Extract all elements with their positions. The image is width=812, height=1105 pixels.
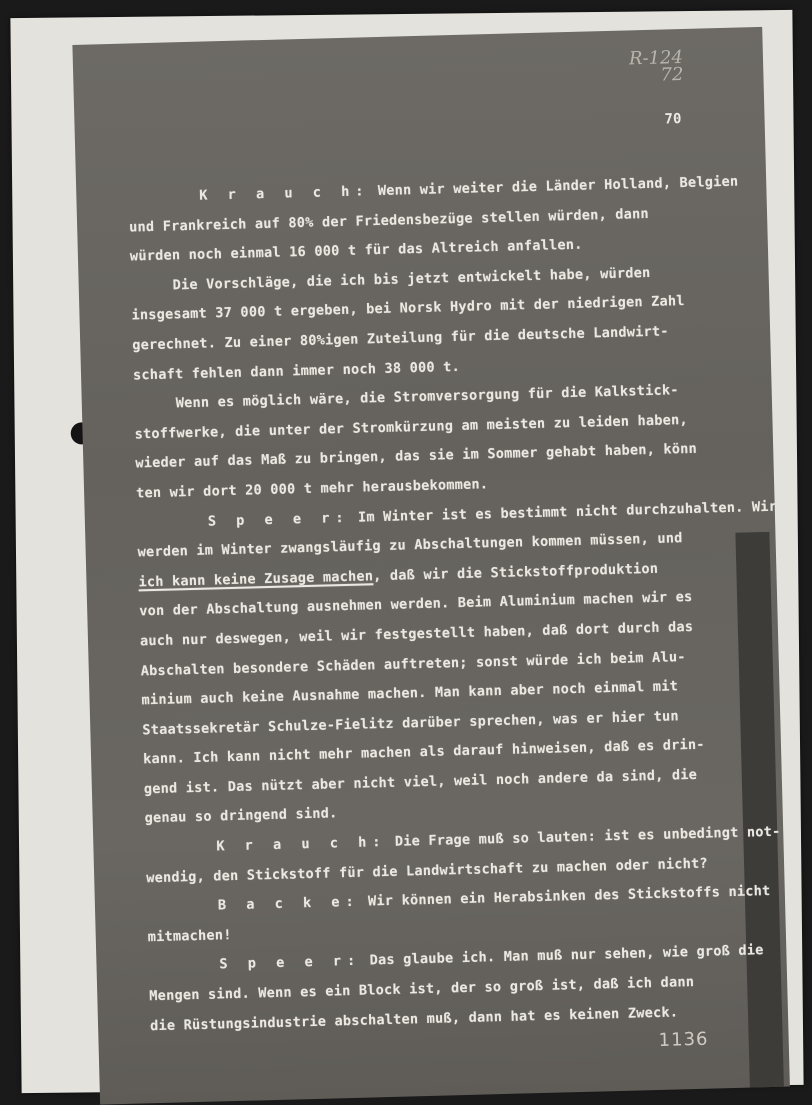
- line-text: kann. Ich kann nicht mehr machen als darauf hinweisen, daß es drin-: [142, 736, 705, 768]
- line-text: gend ist. Das nützt aber nicht viel, weil noch andere da sind, die: [143, 766, 698, 798]
- speaker-name: K r a u c h:: [128, 183, 370, 206]
- line-text: wieder auf das Maß zu bringen, das sie im Sommer gehabt haben, könn: [135, 441, 698, 472]
- line-text: von der Abschaltung ausnehmen werden. Beim Aluminium machen wir es: [139, 589, 693, 620]
- line-text: , daß wir die Stickstoffproduktion: [372, 560, 659, 584]
- speaker-name: S p e e r:: [136, 509, 350, 531]
- line-text: und Frankreich auf 80% der Friedensbezüge stellen würden, dann: [128, 205, 650, 236]
- line-text: wendig, den Stickstoff für die Landwirtschaft zu machen oder nicht?: [146, 855, 708, 886]
- line-text: Wenn es möglich wäre, die Stromversorgung für die Kalkstick-: [133, 382, 679, 413]
- line-text: ten wir dort 20 000 t mehr herausbekommen.: [135, 476, 489, 502]
- line-text: auch nur deswegen, weil wir festgestellt haben, daß dort durch das: [139, 618, 694, 650]
- typed-transcript-body: [128, 167, 786, 1042]
- archive-mount-board: [10, 10, 803, 1093]
- speaker-name: S p e e r:: [148, 953, 362, 975]
- line-text: mitmachen!: [147, 926, 232, 946]
- line-text: Wenn wir weiter die Länder Holland, Belgien: [369, 173, 739, 200]
- line-text: stoffwerke, die unter der Stromkürzung am meisten zu leiden haben,: [134, 411, 688, 443]
- handwritten-note: R-124 72: [628, 46, 684, 86]
- line-text: Das glaube ich. Man muß nur sehen, wie groß die: [361, 942, 764, 970]
- line-text: schaft fehlen dann immer noch 38 000 t.: [132, 358, 461, 384]
- line-text: würden noch einmal 16 000 t für das Altreich anfallen.: [129, 236, 583, 265]
- line-text: gerechnet. Zu einer 80%igen Zuteilung für die deutsche Landwirt-: [132, 323, 669, 354]
- line-text: genau so dringend sind.: [144, 805, 338, 827]
- line-text: Abschalten besondere Schäden auftreten; sonst würde ich beim Alu-: [140, 648, 686, 679]
- line-text: werden im Winter zwangsläufig zu Abschaltungen kommen müssen, und: [137, 530, 683, 561]
- line-text: minium auch keine Ausnahme machen. Man kann aber noch einmal mit: [141, 678, 679, 709]
- line-text: Wir können ein Herabsinken des Stickstoffs nicht: [359, 883, 771, 910]
- line-text: Mengen sind. Wenn es ein Block ist, der so groß ist, daß ich dann: [149, 974, 695, 1005]
- underlined-phrase: ich kann keine Zusage machen: [138, 567, 374, 591]
- speaker-name: B a c k e:: [146, 893, 360, 916]
- line-text: die Rüstungsindustrie abschalten muß, dann hat es keinen Zweck.: [149, 1004, 679, 1034]
- speaker-name: K r a u c h:: [145, 834, 387, 857]
- line-text: Die Frage muß so lauten: ist es unbedingt not-: [386, 823, 781, 851]
- line-text: Die Vorschläge, die ich bis jetzt entwickelt habe, würden: [130, 264, 651, 295]
- line-text: insgesamt 37 000 t ergeben, bei Norsk Hydro mit der niedrigen Zahl: [131, 293, 685, 324]
- page-number: 70: [664, 111, 682, 128]
- document-page: [72, 27, 790, 1105]
- line-text: Staatssekretär Schulze-Fielitz darüber sprechen, was er hier tun: [142, 708, 679, 739]
- archive-stamp-number: 1136: [658, 1028, 709, 1051]
- line-text: Im Winter ist es bestimmt nicht durchzuhalten. Wir: [349, 498, 778, 526]
